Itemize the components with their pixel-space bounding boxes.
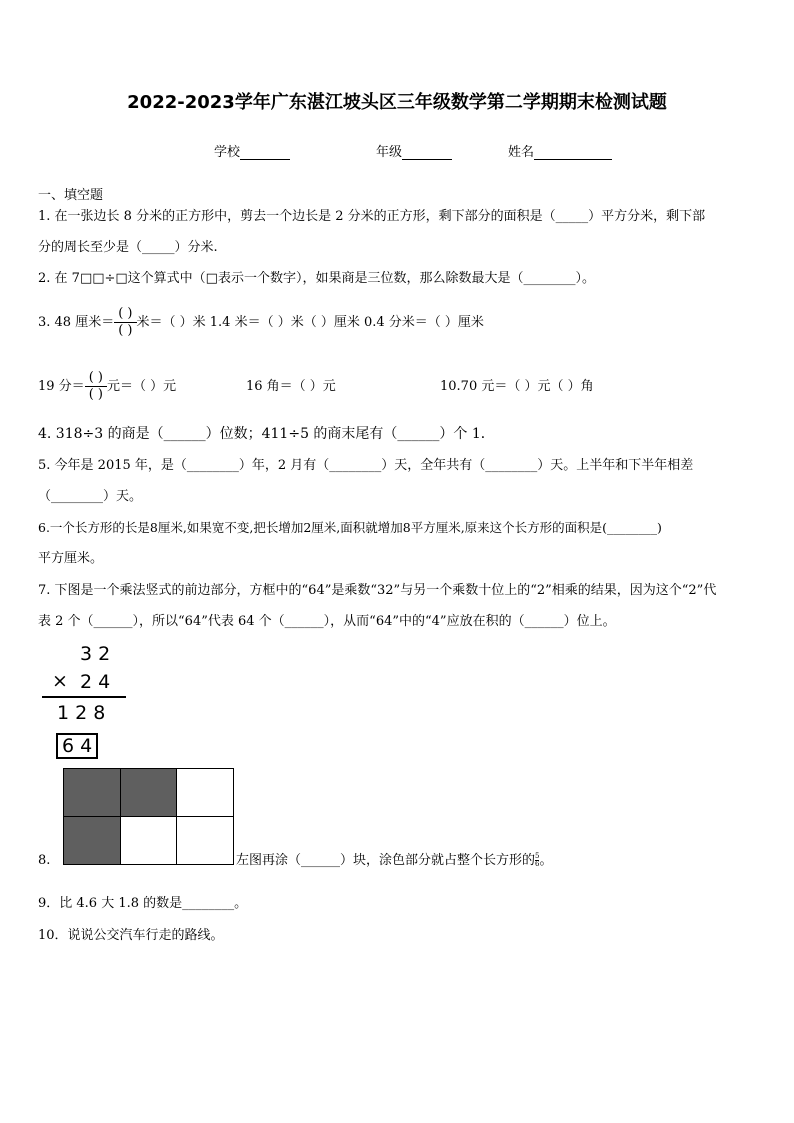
shading-grid	[63, 768, 233, 864]
grade-label: 年级	[376, 145, 403, 160]
name-label: 姓名	[508, 145, 535, 160]
q1-line1: 1. 在一张边长 8 分米的正方形中，剪去一个边长是 2 分米的正方形，剩下部分的面积是（_____）平方分米，剩下部	[38, 209, 706, 224]
q5-line2: （________）天。	[38, 489, 143, 504]
q10: 10．说说公交汽车行走的路线。	[38, 928, 224, 943]
school-field[interactable]	[214, 141, 290, 160]
q3-row2	[38, 370, 176, 404]
unshaded-cell	[176, 768, 234, 817]
q3-row2-c: 10.70 元＝（ ）元（ ）角	[440, 379, 594, 394]
school-label: 学校	[214, 145, 241, 160]
q8-text: 左图再涂（______）块，涂色部分就占整个长方形的	[236, 853, 536, 868]
unshaded-cell	[176, 816, 234, 865]
times-sign: ×	[52, 670, 68, 692]
mul-top-number: 3 2	[80, 643, 111, 665]
section-heading: 一、填空题	[38, 188, 104, 203]
q7-line1: 7. 下图是一个乘法竖式的前边部分，方框中的“64”是乘数“32”与另一个乘数十位上的“2”相乘的结果，因为这个“2”代	[38, 583, 717, 598]
q3-row2-frac-den: ( )	[88, 387, 103, 402]
partial-product-1: 1 2 8	[57, 702, 106, 724]
boxed-partial-product: 6 4	[56, 733, 98, 759]
q5-line1: 5. 今年是 2015 年，是（________）年，2 月有（________）天，全年共有（________）天。上半年和下半年相差	[38, 458, 694, 473]
name-blank[interactable]	[534, 146, 612, 160]
q3-frac-den: ( )	[118, 323, 133, 338]
q7-line2: 表 2 个（______），所以“64”代表 64 个（______），从而“64”中的“4”应放在积的（______）位上。	[38, 614, 616, 629]
q3-frac-num: ( )	[118, 306, 133, 321]
q3-row1	[38, 306, 484, 340]
grade-blank[interactable]	[402, 146, 452, 160]
q1-line2: 分的周长至少是（_____）分米.	[38, 240, 218, 255]
q3-row2-b: 16 角＝（ ）元	[246, 379, 336, 394]
grade-field[interactable]	[376, 141, 452, 160]
name-field[interactable]	[508, 141, 612, 160]
school-blank[interactable]	[240, 146, 290, 160]
q3-row2-prefix: 19 分＝	[38, 379, 85, 394]
q4: 4. 318÷3 的商是（______）位数；411÷5 的商末尾有（______）个 1．	[38, 426, 495, 442]
q8-end: 。	[539, 853, 553, 868]
q2: 2. 在 7□□÷□这个算式中（□表示一个数字），如果商是三位数，那么除数最大是（________）。	[38, 271, 595, 286]
q8-frac-den: 6	[535, 860, 540, 868]
q8-number: 8.	[38, 853, 51, 868]
q3-row2-frac-num: ( )	[88, 370, 103, 385]
page-title: 2022-2023学年广东湛江坡头区三年级数学第二学期期末检测试题	[127, 92, 667, 113]
q9: 9．比 4.6 大 1.8 的数是________。	[38, 896, 248, 911]
mul-rule	[42, 696, 126, 698]
q3-row2-fraction	[85, 370, 107, 403]
q6-line2: 平方厘米。	[38, 551, 104, 566]
mul-second-number: 2 4	[80, 671, 111, 693]
q3-prefix: 3. 48 厘米＝	[38, 315, 115, 330]
q6-line1: 6.一个长方形的长是8厘米,如果宽不变,把长增加2厘米,面积就增加8平方厘米,原来这个长方形的面积是(________)	[38, 520, 662, 535]
q3-rest: 米＝（ ）米 1.4 米＝（ ）米（ ）厘米 0.4 分米＝（ ）厘米	[136, 315, 484, 330]
q8-frac-num: 5	[535, 852, 540, 860]
shaded-cell	[63, 816, 121, 865]
q3-fraction	[114, 306, 136, 339]
unshaded-cell	[120, 816, 178, 865]
q8-text-line	[236, 853, 553, 869]
shaded-cell	[63, 768, 121, 817]
shaded-cell	[120, 768, 178, 817]
q3-row2-a: 元＝（ ）元	[106, 379, 177, 394]
